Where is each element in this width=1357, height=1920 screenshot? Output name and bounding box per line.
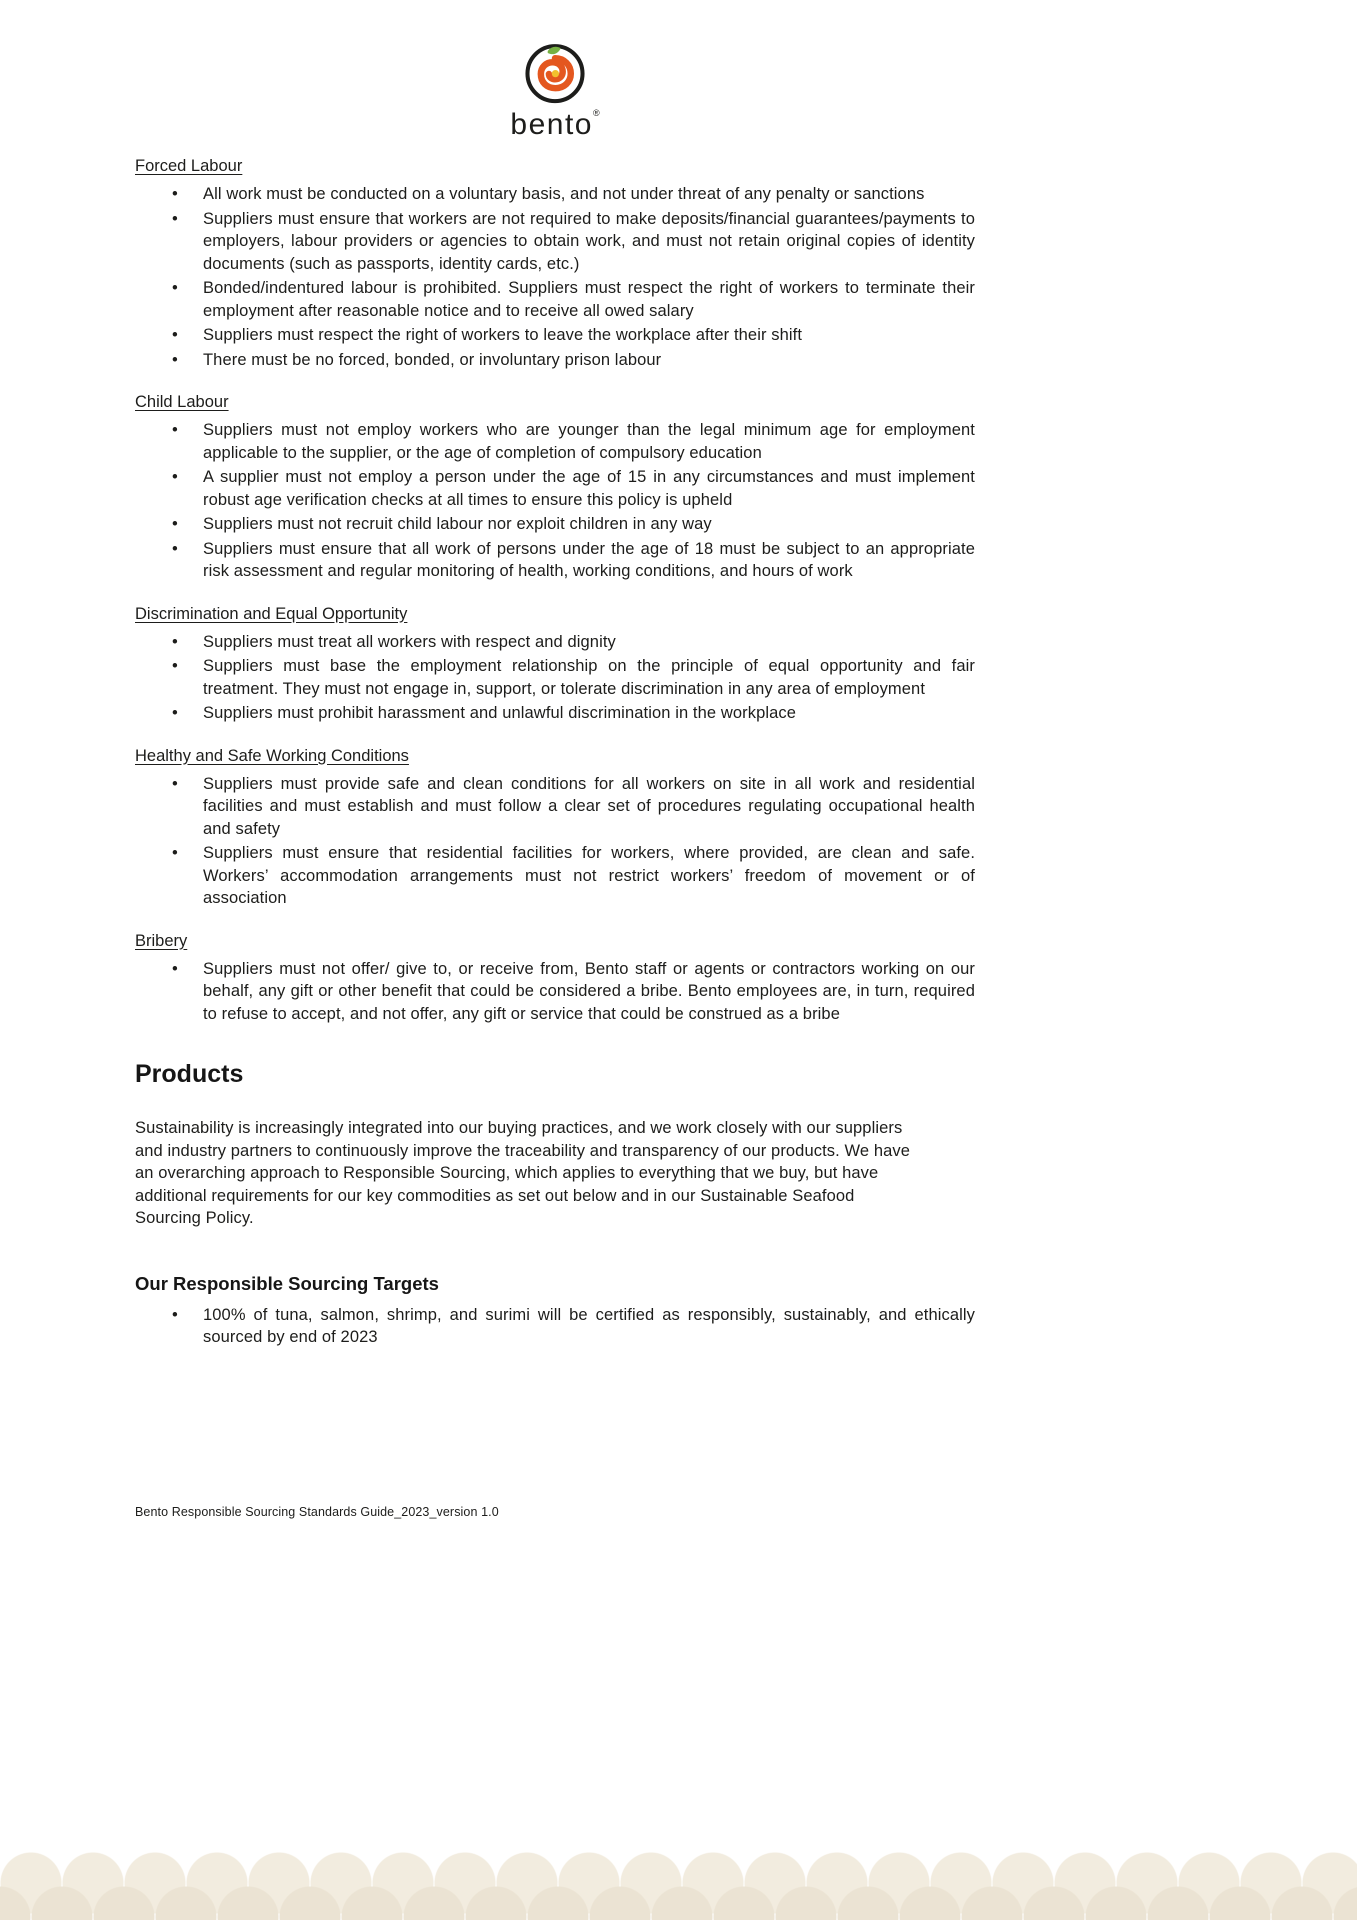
bullet-list bbox=[135, 631, 975, 725]
document-body bbox=[135, 155, 975, 1351]
bullet-item: • Suppliers must not recruit child labour nor exploit children in any way bbox=[135, 513, 975, 536]
bullet-item: • Suppliers must ensure that all work of persons under the age of 18 must be subject to an appropriate risk assessment and regular monitoring of health, working conditions, and hours of work bbox=[135, 538, 975, 583]
bullet-item: • Suppliers must treat all workers with respect and dignity bbox=[135, 631, 975, 654]
section-heading: Forced Labour bbox=[135, 157, 243, 175]
trademark-symbol: ® bbox=[592, 108, 600, 118]
section-heading: Bribery bbox=[135, 931, 188, 950]
page-footer: Bento Responsible Sourcing Standards Guide_2023_version 1.0 bbox=[135, 1505, 499, 1519]
bullet-item: • Suppliers must provide safe and clean conditions for all workers on site in all work and residential facilities and must establish and must follow a clear set of procedures regulating occupational health and safety bbox=[135, 773, 975, 841]
logo-wordmark: bento® bbox=[510, 108, 600, 141]
products-heading: Products bbox=[135, 1060, 244, 1088]
bullet-item: • There must be no forced, bonded, or involuntary prison labour bbox=[135, 349, 975, 372]
section-heading: Discrimination and Equal Opportunity bbox=[135, 604, 408, 623]
section-heading: Healthy and Safe Working Conditions bbox=[135, 746, 409, 765]
section-heading: Child Labour bbox=[135, 393, 229, 411]
bullet-list bbox=[135, 183, 975, 371]
bullet-item: • Suppliers must not offer/ give to, or receive from, Bento staff or agents or contractors working on our behalf, any gift or other benefit that could be considered a bribe. Bento employees are, in turn, required to refuse to accept, and not offer, any gift or service that could be construed as a bribe bbox=[135, 958, 975, 1026]
bullet-list bbox=[135, 958, 975, 1026]
section-bribery bbox=[135, 930, 975, 1026]
target-bullet-item: • 100% of tuna, salmon, shrimp, and surimi will be certified as responsibly, sustainably, and ethically sourced by end of 2023 bbox=[135, 1304, 975, 1349]
section-forced-labour bbox=[135, 155, 975, 371]
bullet-item: • Suppliers must not employ workers who are younger than the legal minimum age for employment applicable to the supplier, or the age of completion of compulsory education bbox=[135, 419, 975, 464]
bullet-item: • Bonded/indentured labour is prohibited. Suppliers must respect the right of workers to terminate their employment after reasonable notice and to receive all owed salary bbox=[135, 277, 975, 322]
bullet-item: • All work must be conducted on a voluntary basis, and not under threat of any penalty or sanctions bbox=[135, 183, 975, 206]
section-child-labour bbox=[135, 391, 975, 583]
targets-heading: Our Responsible Sourcing Targets bbox=[135, 1272, 439, 1294]
bullet-list bbox=[135, 773, 975, 910]
bullet-item: • Suppliers must ensure that residential facilities for workers, where provided, are clean and safe. Workers’ accommodation arrangements must not restrict workers’ freedom of movement or of association bbox=[135, 842, 975, 910]
decorative-dot-border bbox=[0, 1844, 1357, 1920]
bullet-item: • Suppliers must base the employment relationship on the principle of equal opportunity and fair treatment. They must not engage in, support, or tolerate discrimination in any area of employment bbox=[135, 655, 975, 700]
section-discrimination-and-equal-opportunity bbox=[135, 603, 975, 725]
policy-sections bbox=[135, 155, 975, 1025]
section-healthy-and-safe-working-conditions bbox=[135, 745, 975, 910]
logo bbox=[135, 38, 975, 142]
bullet-item: • Suppliers must prohibit harassment and unlawful discrimination in the workplace bbox=[135, 702, 975, 725]
bullet-item: • Suppliers must respect the right of workers to leave the workplace after their shift bbox=[135, 324, 975, 347]
bullet-item: • A supplier must not employ a person under the age of 15 in any circumstances and must implement robust age verification checks at all times to ensure this policy is upheld bbox=[135, 466, 975, 511]
targets-bullet-list bbox=[135, 1304, 975, 1349]
bento-logo-icon bbox=[521, 38, 589, 106]
bullet-item: • Suppliers must ensure that workers are not required to make deposits/financial guarantees/payments to employers, labour providers or agencies to obtain work, and must not retain original copies of identity documents (such as passports, identity cards, etc.) bbox=[135, 208, 975, 276]
bullet-list bbox=[135, 419, 975, 583]
products-paragraph: Sustainability is increasingly integrated into our buying practices, and we work closely with our suppliers and industry partners to continuously improve the traceability and transparency of our products. We have an overarching approach to Responsible Sourcing, which applies to everything that we buy, but have additional requirements for our key commodities as set out below and in our Sustainable Seafood Sourcing Policy. bbox=[135, 1119, 911, 1227]
